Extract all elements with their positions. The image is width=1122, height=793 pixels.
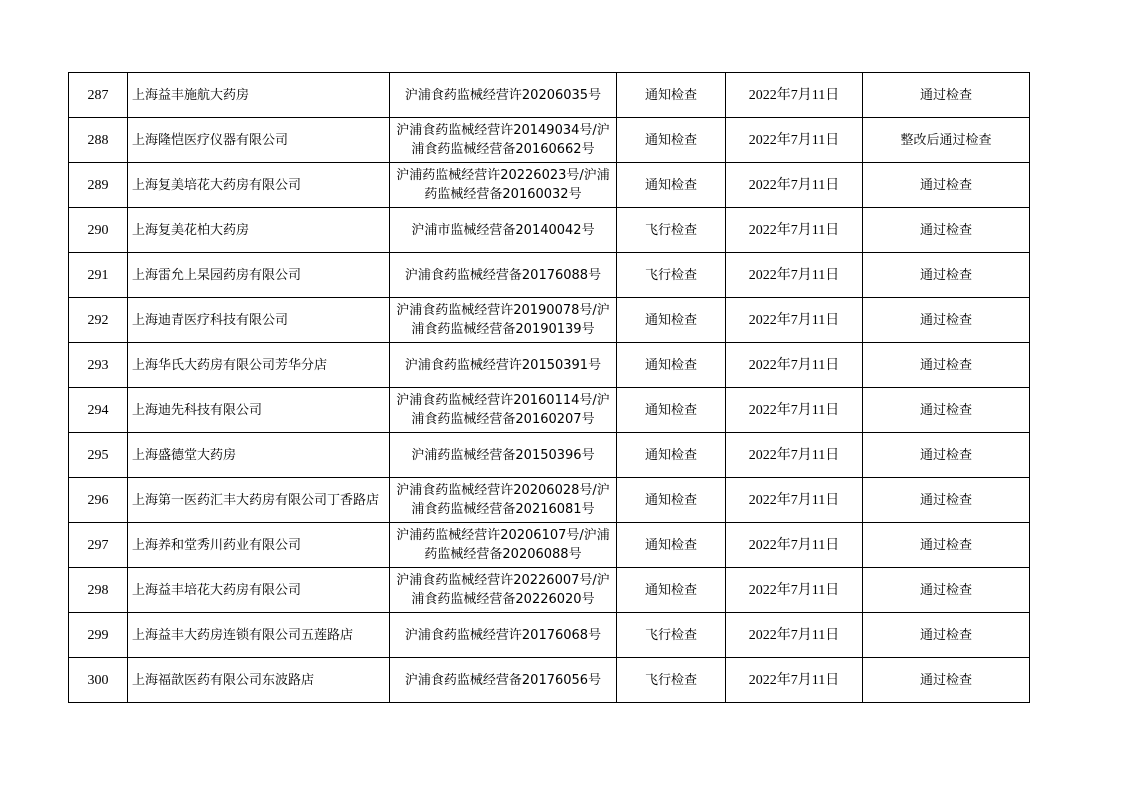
inspection-result-cell: 通过检查 bbox=[863, 298, 1030, 343]
company-name-cell: 上海盛德堂大药房 bbox=[128, 433, 390, 478]
license-number-cell: 沪浦食药监械经营许20190078号/沪浦食药监械经营备20190139号 bbox=[390, 298, 617, 343]
company-name-cell: 上海隆恺医疗仪器有限公司 bbox=[128, 118, 390, 163]
company-name-cell: 上海第一医药汇丰大药房有限公司丁香路店 bbox=[128, 478, 390, 523]
company-name-cell: 上海华氏大药房有限公司芳华分店 bbox=[128, 343, 390, 388]
row-number-cell: 288 bbox=[69, 118, 128, 163]
inspection-result-cell: 通过检查 bbox=[863, 478, 1030, 523]
inspection-result-cell: 通过检查 bbox=[863, 568, 1030, 613]
inspection-table bbox=[68, 72, 1030, 703]
row-number-cell: 299 bbox=[69, 613, 128, 658]
table-row bbox=[69, 478, 1030, 523]
table-row bbox=[69, 658, 1030, 703]
inspection-method-cell: 飞行检查 bbox=[617, 208, 726, 253]
license-number-cell: 沪浦食药监械经营许20206035号 bbox=[390, 73, 617, 118]
row-number-cell: 293 bbox=[69, 343, 128, 388]
inspection-date-cell: 2022年7月11日 bbox=[726, 343, 863, 388]
license-number-cell: 沪浦药监械经营备20150396号 bbox=[390, 433, 617, 478]
inspection-method-cell: 通知检查 bbox=[617, 568, 726, 613]
inspection-date-cell: 2022年7月11日 bbox=[726, 253, 863, 298]
inspection-result-cell: 通过检查 bbox=[863, 388, 1030, 433]
row-number-cell: 298 bbox=[69, 568, 128, 613]
inspection-result-cell: 通过检查 bbox=[863, 163, 1030, 208]
inspection-result-cell: 通过检查 bbox=[863, 73, 1030, 118]
table-row bbox=[69, 613, 1030, 658]
table-row bbox=[69, 253, 1030, 298]
company-name-cell: 上海雷允上杲园药房有限公司 bbox=[128, 253, 390, 298]
company-name-cell: 上海益丰大药房连锁有限公司五莲路店 bbox=[128, 613, 390, 658]
inspection-method-cell: 通知检查 bbox=[617, 163, 726, 208]
company-name-cell: 上海迪青医疗科技有限公司 bbox=[128, 298, 390, 343]
license-number-cell: 沪浦市监械经营备20140042号 bbox=[390, 208, 617, 253]
license-number-cell: 沪浦食药监械经营许20149034号/沪浦食药监械经营备20160662号 bbox=[390, 118, 617, 163]
inspection-method-cell: 通知检查 bbox=[617, 118, 726, 163]
inspection-result-cell: 通过检查 bbox=[863, 343, 1030, 388]
table-row bbox=[69, 163, 1030, 208]
row-number-cell: 289 bbox=[69, 163, 128, 208]
inspection-result-cell: 整改后通过检查 bbox=[863, 118, 1030, 163]
inspection-date-cell: 2022年7月11日 bbox=[726, 523, 863, 568]
inspection-date-cell: 2022年7月11日 bbox=[726, 163, 863, 208]
license-number-cell: 沪浦食药监械经营许20176068号 bbox=[390, 613, 617, 658]
company-name-cell: 上海复美花柏大药房 bbox=[128, 208, 390, 253]
inspection-result-cell: 通过检查 bbox=[863, 613, 1030, 658]
inspection-method-cell: 通知检查 bbox=[617, 388, 726, 433]
company-name-cell: 上海复美培花大药房有限公司 bbox=[128, 163, 390, 208]
inspection-date-cell: 2022年7月11日 bbox=[726, 613, 863, 658]
inspection-result-cell: 通过检查 bbox=[863, 208, 1030, 253]
license-number-cell: 沪浦食药监械经营许20150391号 bbox=[390, 343, 617, 388]
company-name-cell: 上海福歆医药有限公司东波路店 bbox=[128, 658, 390, 703]
license-number-cell: 沪浦药监械经营许20206107号/沪浦药监械经营备20206088号 bbox=[390, 523, 617, 568]
inspection-method-cell: 飞行检查 bbox=[617, 613, 726, 658]
inspection-date-cell: 2022年7月11日 bbox=[726, 658, 863, 703]
table-row bbox=[69, 433, 1030, 478]
row-number-cell: 296 bbox=[69, 478, 128, 523]
row-number-cell: 290 bbox=[69, 208, 128, 253]
inspection-date-cell: 2022年7月11日 bbox=[726, 388, 863, 433]
inspection-method-cell: 飞行检查 bbox=[617, 253, 726, 298]
license-number-cell: 沪浦药监械经营许20226023号/沪浦药监械经营备20160032号 bbox=[390, 163, 617, 208]
company-name-cell: 上海益丰培花大药房有限公司 bbox=[128, 568, 390, 613]
license-number-cell: 沪浦食药监械经营许20160114号/沪浦食药监械经营备20160207号 bbox=[390, 388, 617, 433]
inspection-date-cell: 2022年7月11日 bbox=[726, 478, 863, 523]
license-number-cell: 沪浦食药监械经营许20206028号/沪浦食药监械经营备20216081号 bbox=[390, 478, 617, 523]
row-number-cell: 294 bbox=[69, 388, 128, 433]
row-number-cell: 300 bbox=[69, 658, 128, 703]
inspection-method-cell: 通知检查 bbox=[617, 298, 726, 343]
table-row bbox=[69, 343, 1030, 388]
inspection-result-cell: 通过检查 bbox=[863, 523, 1030, 568]
table-row bbox=[69, 73, 1030, 118]
inspection-date-cell: 2022年7月11日 bbox=[726, 208, 863, 253]
row-number-cell: 295 bbox=[69, 433, 128, 478]
inspection-result-cell: 通过检查 bbox=[863, 253, 1030, 298]
table-row bbox=[69, 208, 1030, 253]
row-number-cell: 291 bbox=[69, 253, 128, 298]
table-row bbox=[69, 523, 1030, 568]
inspection-date-cell: 2022年7月11日 bbox=[726, 73, 863, 118]
company-name-cell: 上海迪先科技有限公司 bbox=[128, 388, 390, 433]
inspection-table-body bbox=[69, 73, 1030, 703]
inspection-result-cell: 通过检查 bbox=[863, 658, 1030, 703]
row-number-cell: 287 bbox=[69, 73, 128, 118]
row-number-cell: 297 bbox=[69, 523, 128, 568]
license-number-cell: 沪浦食药监械经营许20226007号/沪浦食药监械经营备20226020号 bbox=[390, 568, 617, 613]
inspection-date-cell: 2022年7月11日 bbox=[726, 568, 863, 613]
inspection-method-cell: 通知检查 bbox=[617, 433, 726, 478]
inspection-method-cell: 通知检查 bbox=[617, 73, 726, 118]
license-number-cell: 沪浦食药监械经营备20176088号 bbox=[390, 253, 617, 298]
row-number-cell: 292 bbox=[69, 298, 128, 343]
inspection-method-cell: 通知检查 bbox=[617, 478, 726, 523]
inspection-date-cell: 2022年7月11日 bbox=[726, 433, 863, 478]
inspection-date-cell: 2022年7月11日 bbox=[726, 118, 863, 163]
inspection-method-cell: 通知检查 bbox=[617, 523, 726, 568]
inspection-method-cell: 通知检查 bbox=[617, 343, 726, 388]
table-row bbox=[69, 118, 1030, 163]
inspection-date-cell: 2022年7月11日 bbox=[726, 298, 863, 343]
company-name-cell: 上海养和堂秀川药业有限公司 bbox=[128, 523, 390, 568]
inspection-result-cell: 通过检查 bbox=[863, 433, 1030, 478]
company-name-cell: 上海益丰施航大药房 bbox=[128, 73, 390, 118]
license-number-cell: 沪浦食药监械经营备20176056号 bbox=[390, 658, 617, 703]
table-row bbox=[69, 568, 1030, 613]
inspection-method-cell: 飞行检查 bbox=[617, 658, 726, 703]
table-row bbox=[69, 298, 1030, 343]
table-row bbox=[69, 388, 1030, 433]
